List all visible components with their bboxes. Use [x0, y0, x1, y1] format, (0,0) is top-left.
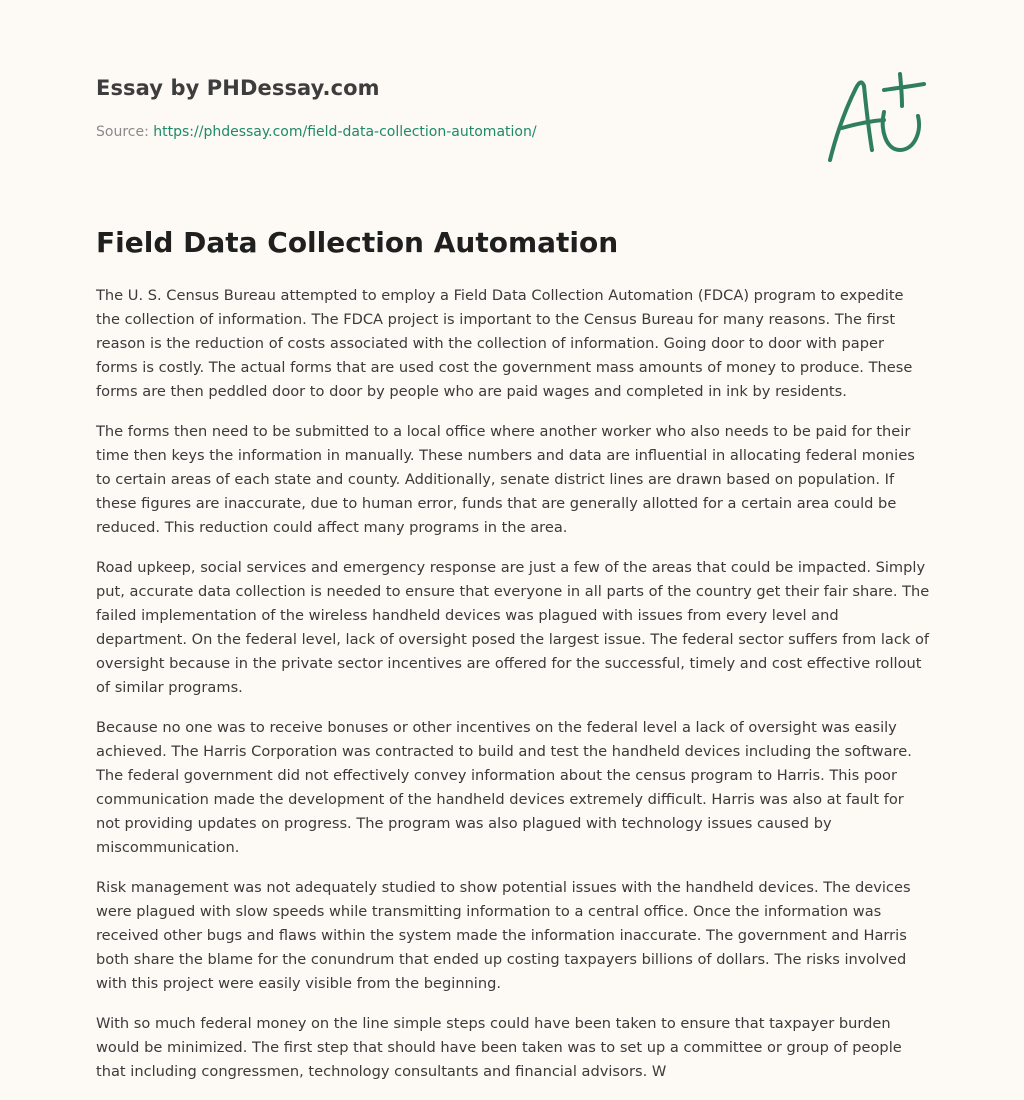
essay-title: Field Data Collection Automation [96, 226, 619, 259]
a-plus-logo-icon [822, 66, 928, 166]
source-link[interactable]: https://phdessay.com/field-data-collection-automation/ [153, 124, 537, 140]
essay-paragraph: The U. S. Census Bureau attempted to employ a Field Data Collection Automation (FDCA) program to expedite the collection of information. The FDCA project is important to the Census Bureau for many reasons. The first reason is the reduction of costs associated with the collection of information. Going door to door with paper forms is costly. The actual forms that are used cost the government mass amounts of money to produce. These forms are then peddled door to door by people who are paid wages and completed in ink by residents. [96, 287, 913, 400]
essay-paragraph: Because no one was to receive bonuses or other incentives on the federal level a lack of oversight was easily achieved. The Harris Corporation was contracted to build and test the handheld devices including the software. The federal government did not effectively convey information about the census program to Harris. This poor communication made the development of the handheld devices extremely difficult. Harris was also at fault for not providing updates on progress. The program was also plagued with technology issues caused by miscommunication. [96, 719, 912, 856]
source-line [96, 124, 537, 140]
essay-paragraph: Road upkeep, social services and emergency response are just a few of the areas that could be impacted. Simply put, accurate data collection is needed to ensure that everyone in all parts of the country get their fair share. The failed implementation of the wireless handheld devices was plagued with issues from every level and department. On the federal level, lack of oversight posed the largest issue. The federal sector suffers from lack of oversight because in the private sector incentives are offered for the successful, timely and cost effective rollout of similar programs. [96, 559, 930, 696]
site-title: Essay by PHDessay.com [96, 76, 380, 100]
essay-paragraph: The forms then need to be submitted to a local office where another worker who also needs to be paid for their time then keys the information in manually. These numbers and data are influential in allocating federal monies to certain areas of each state and county. Additionally, senate district lines are drawn based on population. If these figures are inaccurate, due to human error, funds that are generally allotted for a certain area could be reduced. This reduction could affect many programs in the area. [96, 423, 915, 536]
essay-paragraph: With so much federal money on the line simple steps could have been taken to ensure that taxpayer burden would be minimized. The first step that should have been taken was to set up a committee or group of people that including congressmen, technology consultants and financial advisors. W [96, 1015, 902, 1080]
source-label: Source: [96, 124, 154, 140]
essay-body [96, 284, 930, 1100]
essay-paragraph: Risk management was not adequately studied to show potential issues with the handheld devices. The devices were plagued with slow speeds while transmitting information to a central office. Once the information was received other bugs and flaws within the system made the information inaccurate. The government and Harris both share the blame for the conundrum that ended up costing taxpayers billions of dollars. The risks involved with this project were easily visible from the beginning. [96, 879, 911, 992]
